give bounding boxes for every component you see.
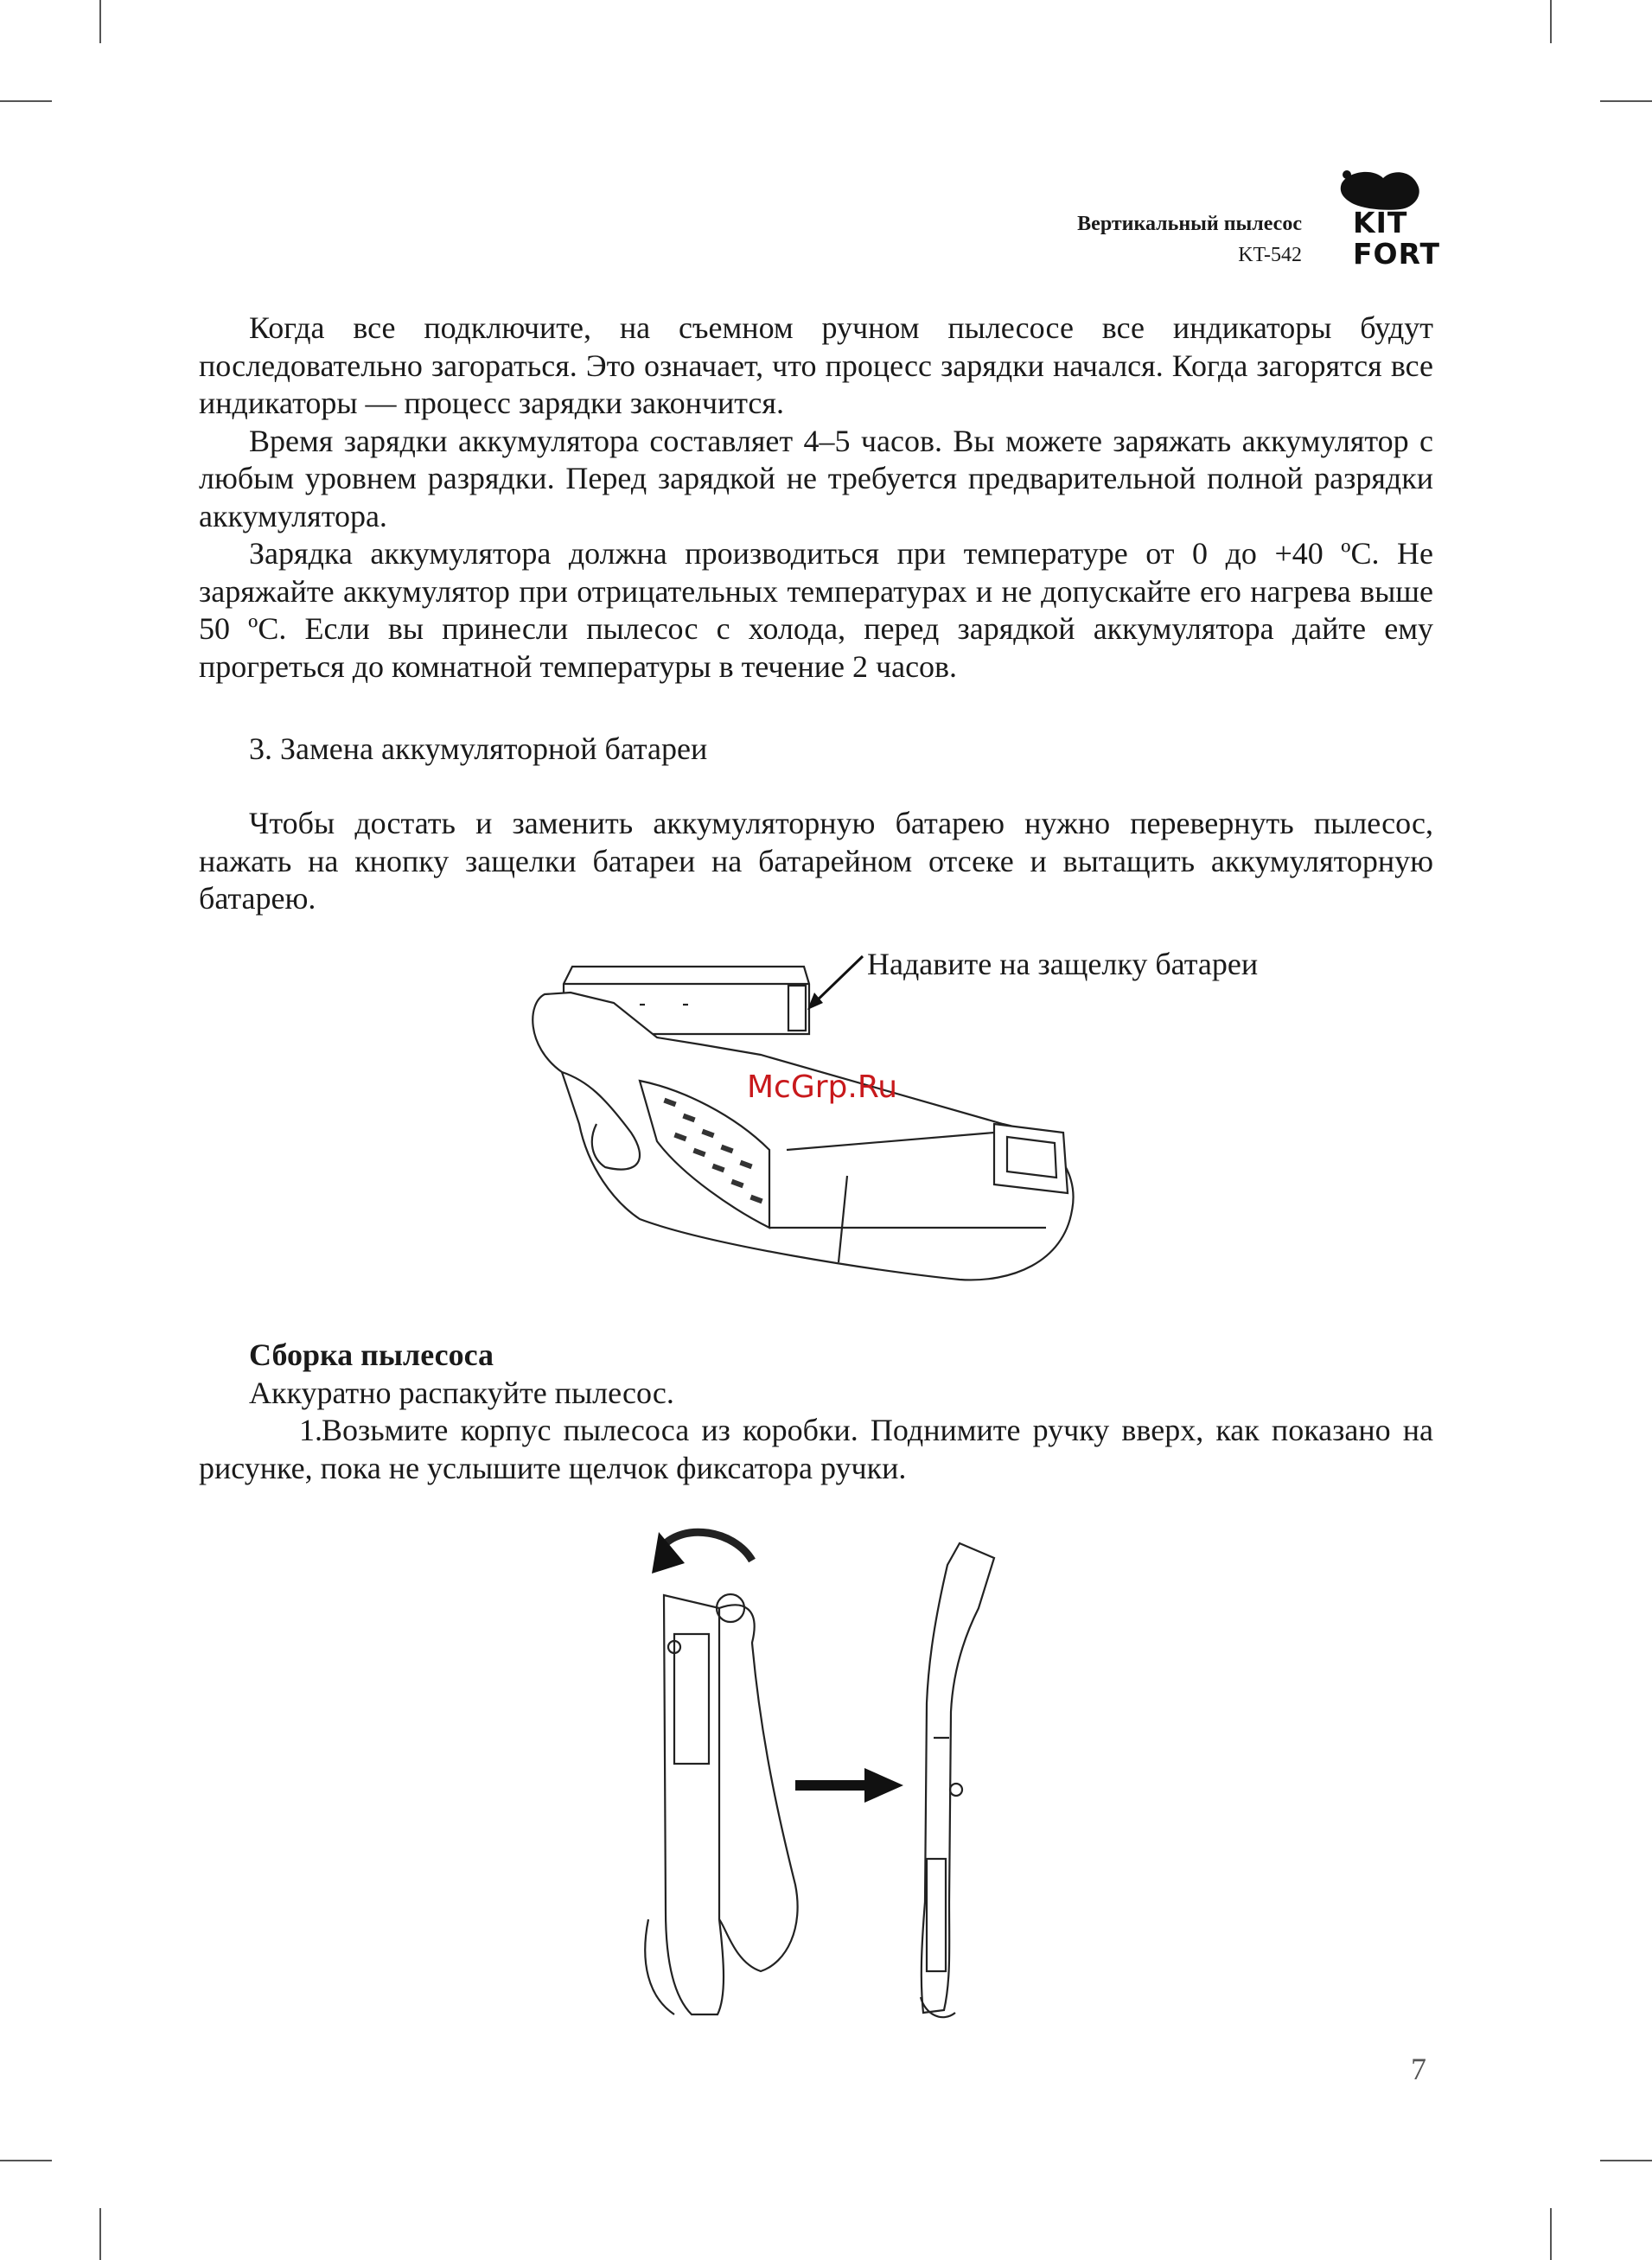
crop-mark: [99, 2208, 101, 2260]
handheld-vacuum-illustration: [510, 951, 1081, 1297]
page-number: 7: [1411, 2052, 1426, 2086]
brand-logo-text: [1353, 207, 1440, 270]
battery-latch-callout: Надавите на защелку батареи: [867, 947, 1259, 981]
brand-line-2: FORT: [1353, 237, 1441, 271]
assembly-heading: Сборка пылесоса: [249, 1337, 494, 1372]
charging-paragraph-1: Когда все подключите, на съемном ручном пылесосе все индикаторы будут последовательно загораться. Это означает, что процесс зарядки начался. Когда загорятся все индикаторы — процесс зарядки закончится.: [199, 310, 1433, 420]
product-model: KT-542: [1238, 244, 1302, 266]
step-text: Возьмите корпус пылесоса из коробки. Поднимите ручку вверх, как показано на рисунке, пока не услышите щелчок фиксатора ручки.: [199, 1413, 1433, 1485]
assembly-step-1: [199, 1412, 1433, 1487]
battery-heading: 3. Замена аккумуляторной батареи: [249, 731, 708, 766]
assembly-intro: Аккуратно распакуйте пылесос.: [249, 1375, 674, 1410]
crop-mark: [99, 0, 101, 43]
crop-mark: [1550, 0, 1552, 43]
crop-mark: [1550, 2208, 1552, 2260]
watermark: McGrp.Ru: [747, 1069, 898, 1105]
charging-paragraph-2: Время зарядки аккумулятора составляет 4–5 часов. Вы можете заряжать аккумулятор с любым уровнем разрядки. Перед зарядкой не требуется предварительной полной разрядки аккумулятора.: [199, 423, 1433, 533]
crop-mark: [1600, 100, 1652, 102]
crop-mark: [0, 2160, 52, 2161]
brand-line-1: KIT: [1353, 206, 1408, 239]
assembly-section: [199, 1337, 1433, 1487]
crop-mark: [1600, 2160, 1652, 2161]
battery-text-block: [199, 805, 1433, 918]
battery-heading-block: [199, 731, 1433, 769]
upright-vacuum-illustration: [622, 1513, 1020, 2049]
product-title: Вертикальный пылесос: [1077, 213, 1302, 235]
battery-paragraph: Чтобы достать и заменить аккумуляторную батарею нужно перевернуть пылесос, нажать на кнопку защелки батареи на батарейном отсеке и вытащить аккумуляторную батарею.: [199, 806, 1433, 916]
charging-section: [199, 310, 1433, 686]
crop-mark: [0, 100, 52, 102]
step-number: 1.: [299, 1413, 322, 1447]
charging-paragraph-3: Зарядка аккумулятора должна производиться при температуре от 0 до +40 ºС. Не заряжайте аккумулятор при отрицательных температурах и не допускайте его нагрева выше 50 ºС. Если вы принесли пылесос с холода, перед зарядкой аккумулятора дайте ему прогреться до комнатной температуры в течение 2 часов.: [199, 536, 1433, 684]
